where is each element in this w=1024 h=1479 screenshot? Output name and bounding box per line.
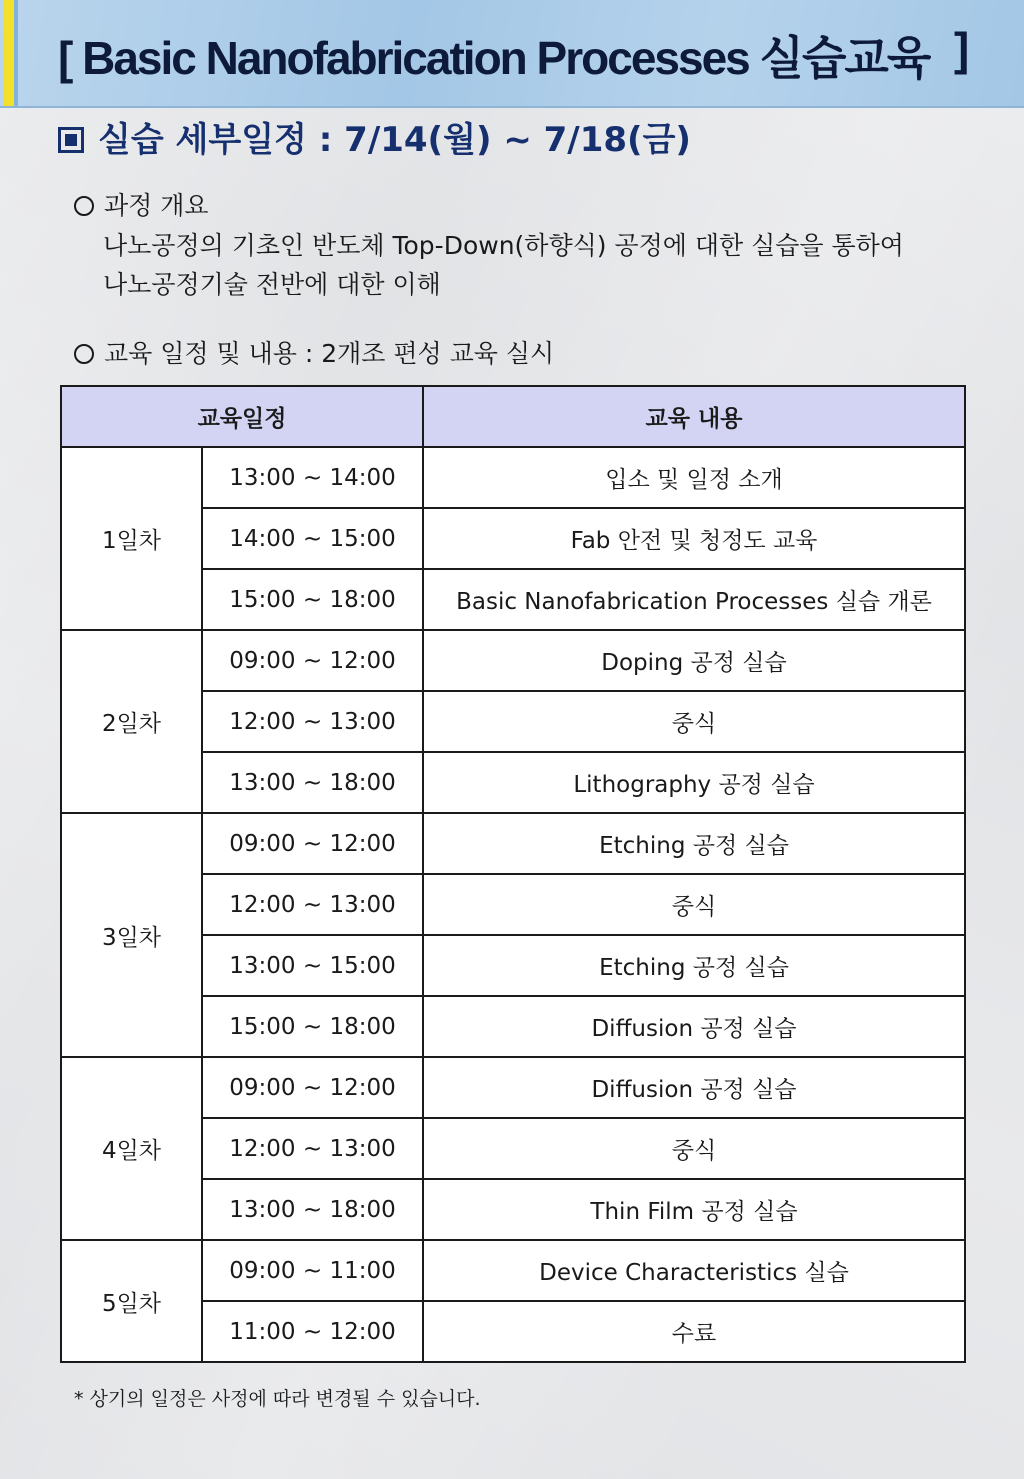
day-cell: 2일차 [61, 630, 202, 813]
time-cell: 12:00 ~ 13:00 [202, 1118, 423, 1179]
content-cell: Diffusion 공정 실습 [423, 1057, 965, 1118]
content-cell: Thin Film 공정 실습 [423, 1179, 965, 1240]
section-heading [58, 112, 691, 161]
content-cell: Etching 공정 실습 [423, 935, 965, 996]
time-cell: 14:00 ~ 15:00 [202, 508, 423, 569]
time-cell: 09:00 ~ 12:00 [202, 630, 423, 691]
section-heading-text: 실습 세부일정 : 7/14(월) ~ 7/18(금) [98, 120, 691, 160]
overview-line-2: 나노공정기술 전반에 대한 이해 [103, 270, 441, 299]
schedule-intro-text: 교육 일정 및 내용 : 2개조 편성 교육 실시 [104, 339, 555, 368]
content-cell: Device Characteristics 실습 [423, 1240, 965, 1301]
overview-label-text: 과정 개요 [104, 191, 209, 220]
day-cell: 1일차 [61, 447, 202, 630]
time-cell: 12:00 ~ 13:00 [202, 691, 423, 752]
content-cell: 중식 [423, 874, 965, 935]
content-cell: Doping 공정 실습 [423, 630, 965, 691]
schedule-intro [74, 334, 554, 370]
content-cell: Basic Nanofabrication Processes 실습 개론 [423, 569, 965, 630]
page-title-bracket: ] [954, 23, 968, 75]
table-row [61, 1057, 965, 1118]
time-cell: 09:00 ~ 12:00 [202, 813, 423, 874]
content-cell: 중식 [423, 1118, 965, 1179]
time-cell: 09:00 ~ 12:00 [202, 1057, 423, 1118]
time-cell: 12:00 ~ 13:00 [202, 874, 423, 935]
content-cell: 중식 [423, 691, 965, 752]
time-cell: 15:00 ~ 18:00 [202, 996, 423, 1057]
page-title [58, 22, 988, 88]
time-cell: 13:00 ~ 18:00 [202, 1179, 423, 1240]
time-cell: 11:00 ~ 12:00 [202, 1301, 423, 1362]
content-cell: Etching 공정 실습 [423, 813, 965, 874]
content-cell: 입소 및 일정 소개 [423, 447, 965, 508]
square-bullet-icon [58, 127, 84, 153]
table-row [61, 1240, 965, 1301]
day-cell: 4일차 [61, 1057, 202, 1240]
accent-bar [4, 0, 18, 106]
header-content: 교육 내용 [423, 386, 965, 447]
table-header-row [61, 386, 965, 447]
overview-line-1: 나노공정의 기초인 반도체 Top-Down(하향식) 공정에 대한 실습을 통하여 [103, 231, 904, 260]
table-row [61, 630, 965, 691]
content-cell: Lithography 공정 실습 [423, 752, 965, 813]
table-row [61, 447, 965, 508]
header-schedule: 교육일정 [61, 386, 423, 447]
time-cell: 15:00 ~ 18:00 [202, 569, 423, 630]
footnote: * 상기의 일정은 사정에 따라 변경될 수 있습니다. [74, 1388, 481, 1410]
schedule-body [61, 447, 965, 1362]
content-cell: 수료 [423, 1301, 965, 1362]
content-cell: Diffusion 공정 실습 [423, 996, 965, 1057]
content-cell: Fab 안전 및 청정도 교육 [423, 508, 965, 569]
overview-label [74, 186, 209, 222]
time-cell: 13:00 ~ 18:00 [202, 752, 423, 813]
table-row [61, 813, 965, 874]
day-cell: 5일차 [61, 1240, 202, 1362]
time-cell: 13:00 ~ 14:00 [202, 447, 423, 508]
page-title-text: [ Basic Nanofabrication Processes 실습교육 [58, 32, 930, 84]
circle-bullet-icon [74, 196, 94, 216]
time-cell: 09:00 ~ 11:00 [202, 1240, 423, 1301]
schedule-table [60, 385, 966, 1363]
day-cell: 3일차 [61, 813, 202, 1057]
time-cell: 13:00 ~ 15:00 [202, 935, 423, 996]
circle-bullet-icon [74, 344, 94, 364]
